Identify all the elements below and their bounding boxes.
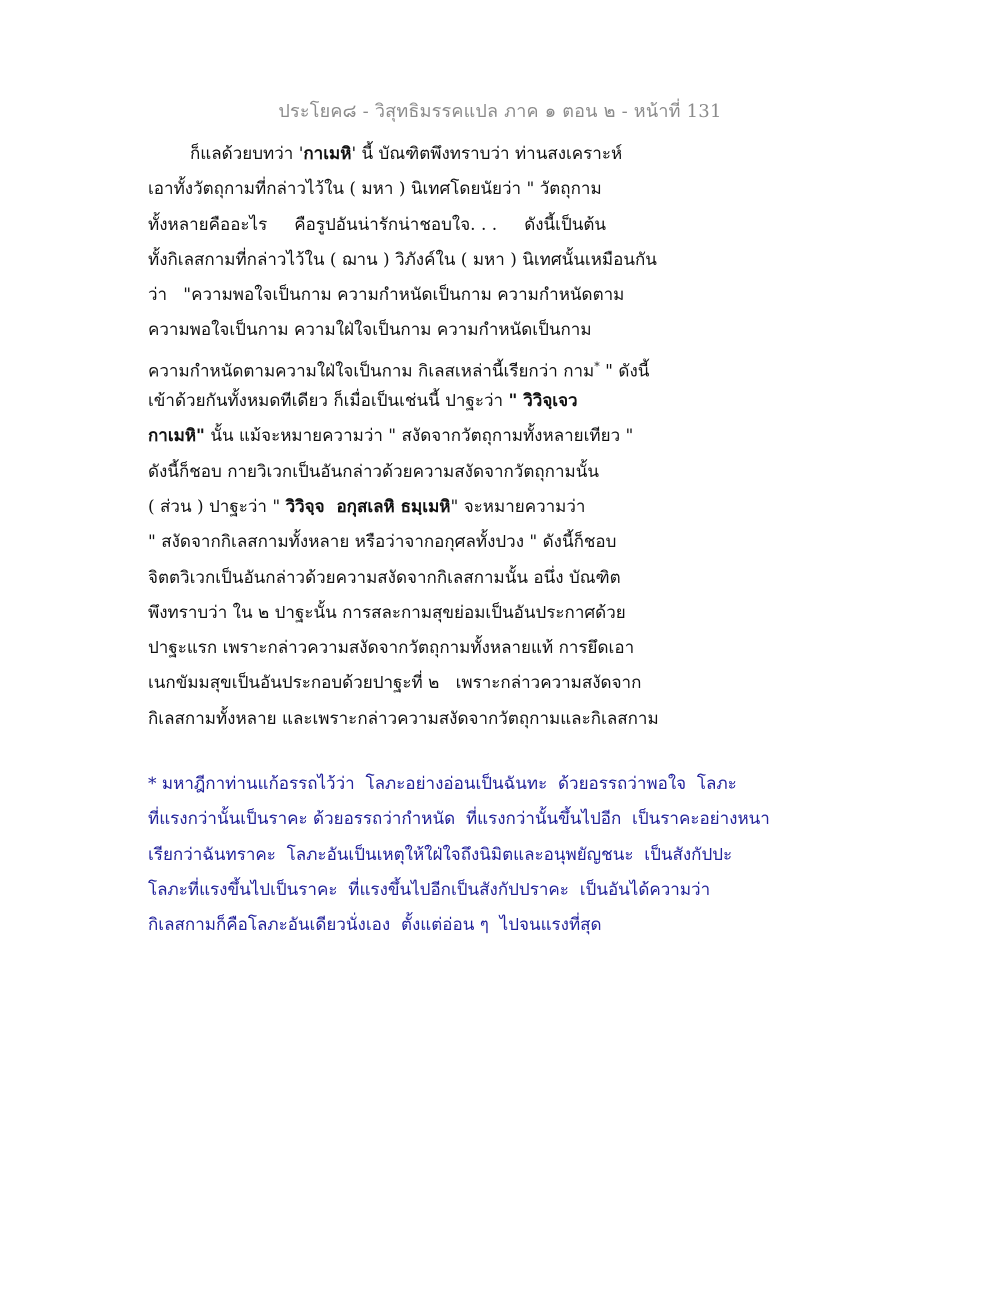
text-run: จิตตวิเวกเป็นอันกล่าวด้วยความสงัดจากกิเลสกามนั้น อนึ่ง บัณฑิต <box>148 567 621 588</box>
footnote-line: ที่แรงกว่านั้นเป็นราคะ ด้วยอรรถว่ากำหนัด ที่แรงกว่านั้นขึ้นไปอีก เป็นราคะอย่างหนา <box>148 809 770 830</box>
page-header <box>0 96 1000 125</box>
text-run: ว่า "ความพอใจเป็นกาม ความกำหนัดเป็นกาม ความกำหนัดตาม <box>148 285 625 306</box>
text-line <box>148 137 868 172</box>
text-run: ทั้งหลายคืออะไร คือรูปอันน่ารักน่าชอบใจ. . . ดังนี้เป็นต้น <box>148 214 607 235</box>
text-line <box>148 208 868 243</box>
text-run: " จะหมายความว่า <box>450 496 586 517</box>
text-run: กิเลสกามทั้งหลาย และเพราะกล่าวความสงัดจากวัตถุกามและกิเลสกาม <box>148 708 659 729</box>
text-run: ทั้งกิเลสกามที่กล่าวไว้ใน ( ฌาน ) วิภังค์ใน ( มหา ) นิเทศนั้นเหมือนกัน <box>148 249 657 270</box>
text-run: ' นี้ บัณฑิตพึงทราบว่า ท่านสงเคราะห์ <box>351 144 623 164</box>
text-run: ดังนี้ก็ชอบ กายวิเวกเป็นอันกล่าวด้วยความสงัดจากวัตถุกามนั้น <box>148 461 599 482</box>
text-line <box>148 313 868 348</box>
pali-term: วิวิจฺจ อกุสเลหิ ธมฺเมหิ <box>285 496 451 517</box>
text-line <box>148 278 868 313</box>
text-line <box>148 419 868 454</box>
text-run: เนกขัมมสุขเป็นอันประกอบด้วยปาฐะที่ ๒ เพราะกล่าวความสงัดจาก <box>148 673 642 694</box>
text-line <box>148 525 868 560</box>
footnote <box>148 767 888 943</box>
body-text <box>148 137 868 737</box>
footnote-marker: * <box>594 359 600 373</box>
text-run: นั้น แม้จะหมายความว่า " สงัดจากวัตถุกามทั้งหลายเทียว " <box>204 426 634 447</box>
text-run: ปาฐะแรก เพราะกล่าวความสงัดจากวัตถุกามทั้งหลายแท้ การยึดเอา <box>148 638 635 659</box>
page-header-text: ประโยค๘ - วิสุทธิมรรคแปล ภาค ๑ ตอน ๒ - หน้าที่ 131 <box>278 101 722 122</box>
text-line <box>148 349 868 384</box>
text-line <box>148 666 868 701</box>
text-line <box>148 243 868 278</box>
pali-term: " วิวิจฺเจว <box>508 391 578 412</box>
footnote-line: โลภะที่แรงขึ้นไปเป็นราคะ ที่แรงขึ้นไปอีกเป็นสังกัปปราคะ เป็นอันได้ความว่า <box>148 879 711 900</box>
text-run: ความพอใจเป็นกาม ความใฝ่ใจเป็นกาม ความกำหนัดเป็นกาม <box>148 320 592 341</box>
text-run: ( ส่วน ) ปาฐะว่า " <box>148 496 286 517</box>
footnote-line: * มหาฎีกาท่านแก้อรรถไว้ว่า โลภะอย่างอ่อนเป็นฉันทะ ด้วยอรรถว่าพอใจ โลภะ <box>148 774 737 794</box>
text-line <box>148 384 868 419</box>
pali-term: กาเมหิ <box>303 144 352 164</box>
text-run: " ดังนี้ <box>599 361 650 382</box>
text-run: " สงัดจากกิเลสกามทั้งหลาย หรือว่าจากอกุศลทั้งปวง " ดังนี้ก็ชอบ <box>148 532 617 553</box>
text-run: ก็แลด้วยบทว่า ' <box>190 144 304 164</box>
footnote-line: กิเลสกามก็คือโลภะอันเดียวนั่งเอง ตั้งแต่อ่อน ๆ ไปจนแรงที่สุด <box>148 915 602 936</box>
text-line <box>148 172 868 207</box>
text-line <box>148 631 868 666</box>
text-line <box>148 490 868 525</box>
text-run: เอาทั้งวัตถุกามที่กล่าวไว้ใน ( มหา ) นิเทศโดยนัยว่า " วัตถุกาม <box>148 179 602 200</box>
text-run: พึงทราบว่า ใน ๒ ปาฐะนั้น การสละกามสุขย่อมเป็นอันประกาศด้วย <box>148 602 626 623</box>
footnote-line: เรียกว่าฉันทราคะ โลภะอันเป็นเหตุให้ใฝ่ใจถึงนิมิตและอนุพยัญชนะ เป็นสังกัปปะ <box>148 844 733 865</box>
text-line <box>148 596 868 631</box>
text-line <box>148 702 868 737</box>
text-line <box>148 455 868 490</box>
pali-term: กาเมหิ" <box>148 426 205 447</box>
text-run: เข้าด้วยกันทั้งหมดทีเดียว ก็เมื่อเป็นเช่นนี้ ปาฐะว่า <box>148 391 509 412</box>
text-line <box>148 561 868 596</box>
text-run: ความกำหนัดตามความใฝ่ใจเป็นกาม กิเลสเหล่านี้เรียกว่า กาม <box>148 361 595 382</box>
